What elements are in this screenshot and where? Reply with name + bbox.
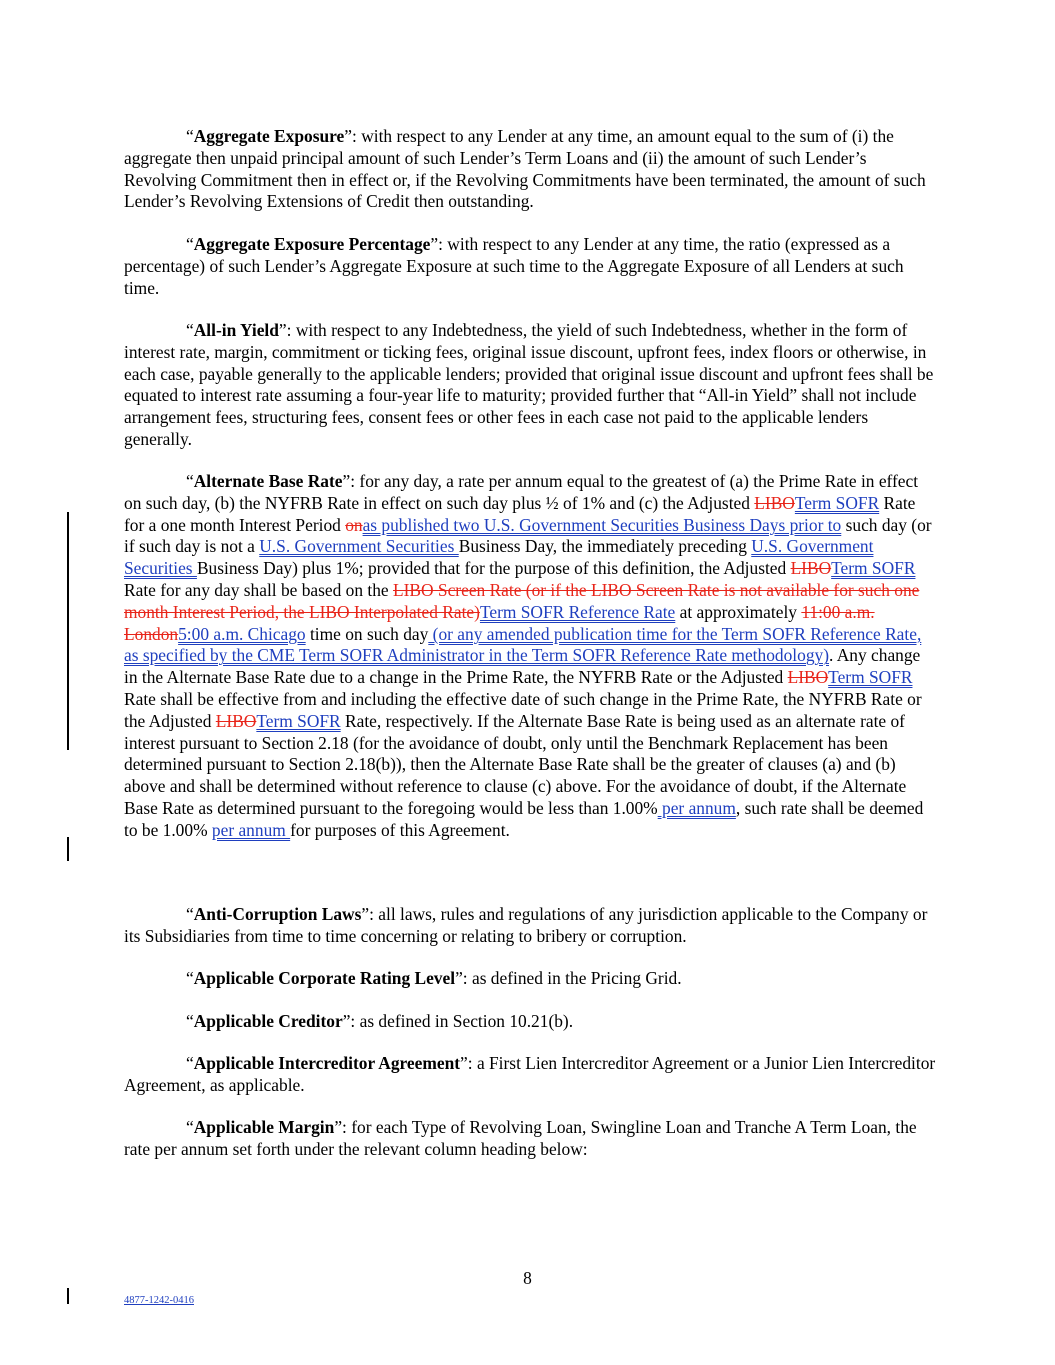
- defined-term: Anti-Corruption Laws: [193, 904, 362, 924]
- defined-term: All-in Yield: [193, 320, 279, 340]
- definition-text: time on such day: [305, 623, 429, 644]
- definition-text: for purposes of this Agreement.: [290, 819, 510, 840]
- definition-text: at approximately: [675, 601, 802, 622]
- deleted-text: LIBO: [215, 710, 257, 731]
- definition-text: . Any change in the Alternate Base Rate due to a change in the Prime Rate, the NYFRB Rate or the Adjusted: [124, 645, 921, 688]
- inserted-text: as published two U.S. Government Securities Business Days prior to: [362, 514, 842, 535]
- deleted-text: LIBO: [787, 667, 829, 688]
- deleted-text: LIBO: [790, 558, 832, 579]
- definition-anti-corruption-laws: “Anti-Corruption Laws”: all laws, rules and regulations of any jurisdiction applicable to the Company or its Subsidiaries from time to time concerning or relating to bribery or corruption.: [124, 904, 928, 946]
- definition-text: : as defined in the Pricing Grid.: [462, 968, 682, 988]
- inserted-text: Term SOFR Reference Rate: [479, 601, 676, 622]
- defined-term: Aggregate Exposure: [193, 126, 345, 146]
- inserted-text: per annum: [211, 819, 291, 840]
- definition-alternate-base-rate: “Alternate Base Rate”: for any day, a rate per annum equal to the greatest of (a) the Prime Rate in effect on such day, (b) the NYFRB Rate in effect on such day plus ½ of 1% and (c) the Adjusted LIBOTerm SOFR Rate for a one month Interest Period onas published two U.S. Government Securities Business Days prior to such day (or if such day is not a U.S. Government Securities Business Day, the immediately preceding U.S. Government Securities Business Day) plus 1%; provided that for the purpose of this definition, the Adjusted LIBOTerm SOFR Rate for any day shall be based on the LIBO Screen Rate (or if the LIBO Screen Rate is not available for such one month Interest Period, the LIBO Interpolated Rate)Term SOFR Reference Rate at approximately 11:00 a.m. London5:00 a.m. Chicago time on such day (or any amended publication time for the Term SOFR Reference Rate, as specified by the CME Term SOFR Administrator in the Term SOFR Reference Rate methodology). Any change in the Alternate Base Rate due to a change in the Prime Rate, the NYFRB Rate or the Adjusted LIBOTerm SOFR Rate shall be effective from and including the effective date of such change in the Prime Rate, the NYFRB Rate or the Adjusted LIBOTerm SOFR Rate, respectively. If the Alternate Base Rate is being used as an alternate rate of interest pursuant to Section 2.18 (for the avoidance of doubt, only until the Benchmark Replacement has been determined pursuant to Section 2.18(b)), then the Alternate Base Rate shall be the greater of clauses (a) and (b) above and shall be determined without reference to clause (c) above. For the avoidance of doubt, if the Alternate Base Rate as determined pursuant to the foregoing would be less than 1.00% per annum, such rate shall be deemed to be 1.00% per annum for purposes of this Agreement.: [124, 471, 932, 840]
- definition-text: : a First Lien Intercreditor Agreement or a Junior Lien Intercreditor Agreement, as applicable.: [124, 1053, 936, 1095]
- change-bar: [67, 1288, 69, 1304]
- change-bar: [67, 512, 69, 750]
- definition-applicable-creditor: “Applicable Creditor”: as defined in Section 10.21(b).: [186, 1011, 574, 1031]
- definition-text: : with respect to any Indebtedness, the yield of such Indebtedness, whether in the form of interest rate, margin, commitment or ticking fees, original issue discount, upfront fees, index floors or otherwise, in each case, payable generally to the applicable lenders; provided that original issue discount and upfront fees shall be equated to interest rate assuming a four-year life to maturity; provided further that “All-in Yield” shall not include arrangement fees, structuring fees, consent fees or other fees in each case not paid to the applicable lenders generally.: [124, 320, 934, 449]
- definition-aggregate-exposure-percentage: “Aggregate Exposure Percentage”: with respect to any Lender at any time, the ratio (expressed as a percentage) of such Lender’s Aggregate Exposure at such time to the Aggregate Exposure of all Lenders at such time.: [124, 234, 904, 298]
- inserted-text: Term SOFR: [831, 558, 916, 579]
- definition-text: : as defined in Section 10.21(b).: [350, 1011, 574, 1031]
- definition-text: : for each Type of Revolving Loan, Swingline Loan and Tranche A Term Loan, the rate per annum set forth under the relevant column heading below:: [124, 1117, 917, 1159]
- document-id: 4877-1242-0416: [124, 1295, 194, 1306]
- inserted-text: Term SOFR: [256, 710, 341, 731]
- definition-text: , such rate shall be deemed to be 1.00%: [124, 797, 924, 840]
- defined-term: Applicable Margin: [193, 1117, 335, 1137]
- definition-text: : for any day, a rate per annum equal to the greatest of (a) the Prime Rate in effect on such day, (b) the NYFRB Rate in effect on such day plus ½ of 1% and (c) the Adjusted: [124, 471, 919, 513]
- definition-text: Rate for any day shall be based on the: [124, 579, 393, 600]
- change-bar: [67, 837, 69, 861]
- defined-term: Alternate Base Rate: [193, 471, 343, 491]
- defined-term: Applicable Intercreditor Agreement: [193, 1053, 461, 1073]
- definition-all-in-yield: “All-in Yield”: with respect to any Indebtedness, the yield of such Indebtedness, whether in the form of interest rate, margin, commitment or ticking fees, original issue discount, upfront fees, index floors or otherwise, in each case, payable generally to the applicable lenders; provided that original issue discount and upfront fees shall be equated to interest rate assuming a four-year life to maturity; provided further that “All-in Yield” shall not include arrangement fees, structuring fees, consent fees or other fees in each case not paid to the applicable lenders generally.: [124, 320, 934, 449]
- definition-text: : with respect to any Lender at any time, the ratio (expressed as a percentage) of such Lender’s Aggregate Exposure at such time to the Aggregate Exposure of all Lenders at such time.: [124, 234, 904, 298]
- defined-term: Applicable Corporate Rating Level: [193, 968, 456, 988]
- deleted-text: LIBO Screen Rate (or if the LIBO Screen Rate is not available for such one month Interest Period, the LIBO Interpolated Rate): [124, 579, 920, 622]
- deleted-text: 11:00 a.m. London: [124, 601, 875, 644]
- definition-text: : with respect to any Lender at any time, an amount equal to the sum of (i) the aggregate then unpaid principal amount of such Lender’s Term Loans and (ii) the amount of such Lender’s Revolving Commitment then in effect or, if the Revolving Commitments have been terminated, the amount of such Lender’s Revolving Extensions of Credit then outstanding.: [124, 126, 926, 212]
- inserted-text: Term SOFR: [794, 492, 880, 513]
- definition-text: Business Day) plus 1%; provided that for the purpose of this definition, the Adjusted: [196, 558, 791, 579]
- definition-text: : all laws, rules and regulations of any jurisdiction applicable to the Company or its Subsidiaries from time to time concerning or relating to bribery or corruption.: [124, 904, 928, 946]
- definition-text: Rate shall be effective from and including the effective date of such change in the Prime Rate, the NYFRB Rate or the Adjusted: [124, 688, 922, 731]
- inserted-text: 5:00 a.m. Chicago: [178, 623, 306, 644]
- definition-aggregate-exposure: “Aggregate Exposure”: with respect to any Lender at any time, an amount equal to the sum of (i) the aggregate then unpaid principal amount of such Lender’s Term Loans and (ii) the amount of such Lender’s Revolving Commitment then in effect or, if the Revolving Commitments have been terminated, the amount of such Lender’s Revolving Extensions of Credit then outstanding.: [124, 126, 926, 212]
- page-number: 8: [523, 1268, 532, 1288]
- deleted-text: LIBO: [754, 492, 795, 513]
- defined-term: Applicable Creditor: [193, 1011, 343, 1031]
- definition-text: Rate, respectively. If the Alternate Base Rate is being used as an alternate rate of interest pursuant to Section 2.18 (for the avoidance of doubt, only until the Benchmark Replacement has been determined pursuant to Section 2.18(b)), then the Alternate Base Rate shall be the greater of clauses (a) and (b) above and shall be determined without reference to clause (c) above. For the avoidance of doubt, if the Alternate Base Rate as determined pursuant to the foregoing would be less than 1.00%: [124, 710, 907, 818]
- definition-text: Rate for a one month Interest Period: [124, 492, 916, 535]
- definition-applicable-corporate-rating-level: “Applicable Corporate Rating Level”: as defined in the Pricing Grid.: [186, 968, 682, 988]
- inserted-text: U.S. Government Securities: [259, 536, 459, 557]
- inserted-text: Term SOFR: [828, 667, 913, 688]
- inserted-text: per annum: [657, 797, 736, 818]
- definition-text: Business Day, the immediately preceding: [458, 536, 752, 557]
- deleted-text: on: [345, 514, 363, 535]
- defined-term: Aggregate Exposure Percentage: [193, 234, 431, 254]
- definition-applicable-intercreditor-agreement: “Applicable Intercreditor Agreement”: a First Lien Intercreditor Agreement or a Junior Lien Intercreditor Agreement, as applicable.: [124, 1053, 936, 1095]
- inserted-text: (or any amended publication time for the Term SOFR Reference Rate, as specified by the CME Term SOFR Administrator in the Term SOFR Reference Rate methodology): [124, 623, 922, 666]
- definition-applicable-margin: “Applicable Margin”: for each Type of Revolving Loan, Swingline Loan and Tranche A Term Loan, the rate per annum set forth under the relevant column heading below:: [124, 1117, 917, 1159]
- inserted-text: U.S. Government Securities: [124, 536, 874, 579]
- definition-text: such day (or if such day is not a: [124, 514, 932, 557]
